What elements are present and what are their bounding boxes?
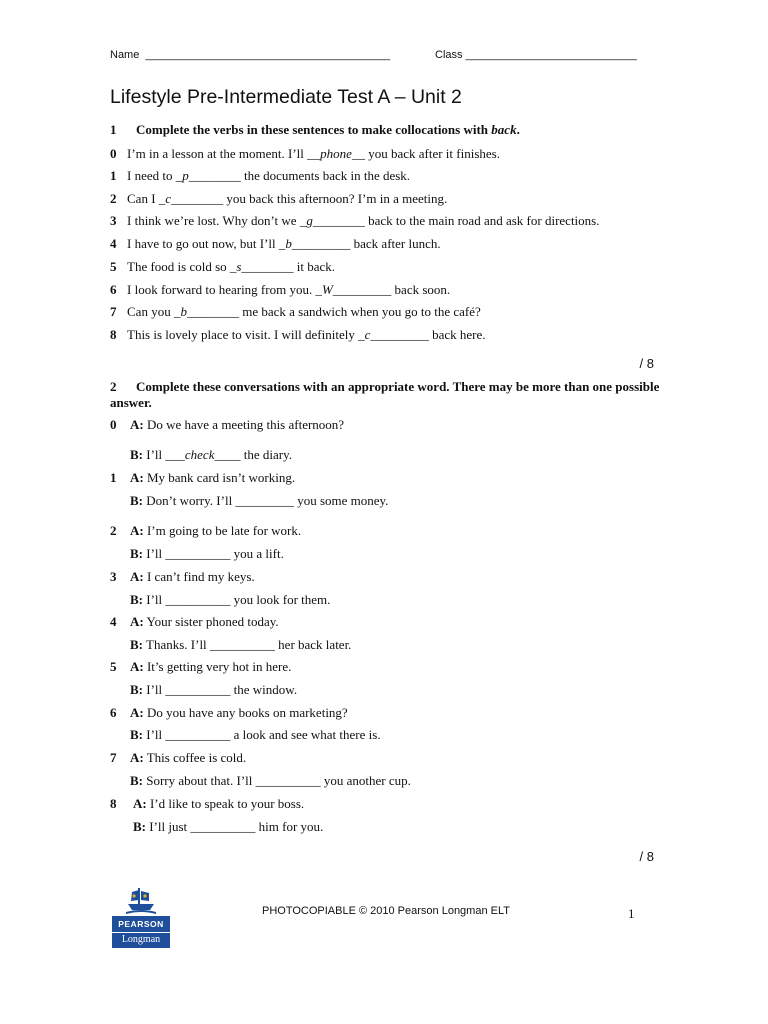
item-number: 3 <box>110 569 117 584</box>
blank-lead: __________ <box>190 819 256 834</box>
line-a-text: It’s getting very hot in here. <box>146 659 292 674</box>
exercise2-line-b <box>110 682 297 698</box>
speaker-b: B: <box>130 493 143 508</box>
line-a-text: Do we have a meeting this afternoon? <box>146 417 345 432</box>
answer-blank[interactable] <box>174 304 239 319</box>
blank-tail: _________ <box>291 236 351 251</box>
line-b-text-before: I’ll <box>146 592 166 607</box>
section2-number: 2 <box>110 379 117 394</box>
answer-blank[interactable] <box>358 327 429 342</box>
speaker-b: B: <box>130 447 143 462</box>
blank-lead: __________ <box>165 592 231 607</box>
exercise2-line-b <box>110 546 284 562</box>
answer-blank[interactable] <box>165 682 230 697</box>
line-b-text-after: her back later. <box>274 637 352 652</box>
speaker-b: B: <box>130 592 143 607</box>
footer-copyright: PHOTOCOPIABLE © 2010 Pearson Longman ELT <box>262 905 510 917</box>
class-label: Class <box>435 49 463 61</box>
blank-lead: _ <box>358 327 365 342</box>
exercise2-line-a <box>110 569 255 585</box>
item-text-after: it back. <box>293 259 335 274</box>
line-b-text-after: a look and see what there is. <box>230 727 381 742</box>
section2-score: / 8 <box>639 849 654 864</box>
line-a-text: My bank card isn’t working. <box>146 470 296 485</box>
exercise1-item <box>110 168 410 184</box>
item-number: 4 <box>110 236 117 251</box>
exercise2-line-a <box>110 796 304 812</box>
item-number: 6 <box>110 282 117 297</box>
line-a-text: This coffee is cold. <box>146 750 247 765</box>
line-b-text-after: you a lift. <box>230 546 284 561</box>
item-text-before: I look forward to hearing from you. <box>127 282 316 297</box>
answer-blank[interactable] <box>307 146 365 161</box>
item-text-before: This is lovely place to visit. I will definitely <box>127 327 359 342</box>
line-b-text-after: the diary. <box>240 447 292 462</box>
blank-tail: ________ <box>171 191 224 206</box>
speaker-b: B: <box>130 637 143 652</box>
exercise1-item <box>110 213 599 229</box>
exercise2-line-b <box>110 447 292 463</box>
speaker-a: A: <box>130 705 144 720</box>
logo-text-longman: Longman <box>121 934 161 945</box>
page-number: 1 <box>628 906 635 921</box>
line-a-text: Your sister phoned today. <box>146 614 279 629</box>
line-b-text-before: Don’t worry. I’ll <box>146 493 236 508</box>
item-text-after: me back a sandwich when you go to the café? <box>238 304 481 319</box>
given-letter: b <box>285 236 292 251</box>
item-number: 4 <box>110 614 117 629</box>
item-number: 3 <box>110 213 117 228</box>
answer-blank[interactable] <box>165 727 230 742</box>
blank-lead: _ <box>175 168 183 183</box>
given-letter: c <box>364 327 371 342</box>
answer-blank[interactable] <box>190 819 255 834</box>
given-letter: s <box>236 259 242 274</box>
blank-lead: __________ <box>255 773 321 788</box>
item-number: 5 <box>110 659 117 674</box>
exercise2-line-b <box>110 592 330 608</box>
blank-lead: __________ <box>209 637 275 652</box>
item-text-after: you back this afternoon? I’m in a meeting. <box>223 191 448 206</box>
exercise2-line-a <box>110 417 344 433</box>
speaker-a: A: <box>133 796 147 811</box>
class-field <box>435 49 637 61</box>
line-b-text-before: Thanks. I’ll <box>146 637 210 652</box>
name-blank: ________________________________________ <box>145 49 391 61</box>
item-text-before: I think we’re lost. Why don’t we <box>127 213 300 228</box>
blank-tail: ____ <box>214 447 241 462</box>
blank-lead: __________ <box>165 727 231 742</box>
line-b-text-before: I’ll <box>146 682 166 697</box>
answer-blank[interactable] <box>159 191 223 206</box>
blank-lead: _ <box>315 282 322 297</box>
speaker-a: A: <box>130 750 144 765</box>
exercise2-line-b <box>110 493 388 509</box>
line-b-text-before: I’ll <box>146 447 166 462</box>
line-b-text-after: you look for them. <box>230 592 331 607</box>
exercise1-item <box>110 327 486 343</box>
name-label: Name <box>110 49 140 61</box>
name-field <box>110 49 390 61</box>
line-a-text: I’d like to speak to your boss. <box>149 796 305 811</box>
line-b-text-before: Sorry about that. I’ll <box>146 773 256 788</box>
blank-lead: _ <box>173 304 181 319</box>
item-text-before: I need to <box>127 168 176 183</box>
line-a-text: Do you have any books on marketing? <box>146 705 348 720</box>
exercise2-line-a <box>110 523 301 539</box>
exercise1-item <box>110 282 450 298</box>
item-number: 6 <box>110 705 117 720</box>
item-text-before: I have to go out now, but I’ll <box>127 236 279 251</box>
section1-instruction-emphasis: back <box>491 122 517 137</box>
item-number: 7 <box>110 304 117 319</box>
exercise1-item <box>110 146 500 162</box>
section2-instruction <box>110 379 670 411</box>
blank-lead: _ <box>278 236 286 251</box>
page-title: Lifestyle Pre-Intermediate Test A – Unit 2 <box>110 86 462 108</box>
answer-blank[interactable] <box>315 282 391 297</box>
exercise2-line-b <box>110 727 381 743</box>
speaker-a: A: <box>130 659 144 674</box>
given-letter: c <box>165 191 172 206</box>
blank-tail: ________ <box>312 213 365 228</box>
item-text-before: Can I <box>127 191 159 206</box>
exercise1-item <box>110 236 441 252</box>
exercise1-item <box>110 259 335 275</box>
item-text-before: Can you <box>127 304 174 319</box>
answer-blank[interactable] <box>210 637 275 652</box>
speaker-a: A: <box>130 523 144 538</box>
exercise2-line-a <box>110 470 295 486</box>
answer-blank[interactable] <box>279 236 351 251</box>
section1-number: 1 <box>110 122 117 137</box>
given-letter: g <box>306 213 313 228</box>
line-b-text-before: I’ll <box>146 727 166 742</box>
line-a-text: I’m going to be late for work. <box>146 523 302 538</box>
item-text-after: back soon. <box>391 282 451 297</box>
item-number: 8 <box>110 327 117 342</box>
blank-lead: ___ <box>165 447 185 462</box>
blank-lead: __ <box>307 146 321 161</box>
blank-tail: ________ <box>186 304 239 319</box>
item-number: 2 <box>110 523 117 538</box>
item-number: 8 <box>110 796 117 811</box>
answer-blank[interactable] <box>165 592 230 607</box>
exercise2-line-a <box>110 659 291 675</box>
item-text-after: the documents back in the desk. <box>240 168 411 183</box>
given-letter: b <box>180 304 187 319</box>
speaker-b: B: <box>133 819 146 834</box>
exercise2-line-b <box>110 819 323 835</box>
answer-blank[interactable] <box>300 213 365 228</box>
blank-lead: _ <box>158 191 166 206</box>
given-letter: phone <box>320 146 352 161</box>
answer-blank[interactable] <box>165 447 240 462</box>
item-text-after: back here. <box>428 327 486 342</box>
exercise1-item <box>110 191 447 207</box>
blank-lead: __________ <box>165 546 231 561</box>
item-text-before: I’m in a lesson at the moment. I’ll <box>127 146 308 161</box>
line-b-text-after: you another cup. <box>320 773 411 788</box>
item-number: 0 <box>110 417 117 432</box>
exercise2-line-a <box>110 750 246 766</box>
exercise2-line-a <box>110 614 279 630</box>
blank-lead: _ <box>229 259 237 274</box>
class-blank: ____________________________ <box>465 49 637 61</box>
speaker-b: B: <box>130 682 143 697</box>
blank-tail: _________ <box>370 327 429 342</box>
blank-tail: __ <box>351 146 365 161</box>
exercise2-line-a <box>110 705 348 721</box>
given-letter: W <box>321 282 333 297</box>
blank-lead: _ <box>299 213 307 228</box>
item-number: 1 <box>110 168 117 183</box>
line-a-text: I can’t find my keys. <box>146 569 255 584</box>
answer-blank[interactable] <box>256 773 321 788</box>
item-number: 1 <box>110 470 117 485</box>
answer-blank[interactable] <box>230 259 294 274</box>
item-text-after: back after lunch. <box>350 236 441 251</box>
blank-tail: ________ <box>241 259 294 274</box>
section1-instruction-end: . <box>516 122 520 137</box>
section1-instruction <box>110 122 670 138</box>
speaker-b: B: <box>130 727 143 742</box>
answer-blank[interactable] <box>176 168 241 183</box>
example-answer: check <box>184 447 215 462</box>
line-b-text-after: the window. <box>230 682 298 697</box>
speaker-a: A: <box>130 470 144 485</box>
given-letter: p <box>182 168 189 183</box>
item-text-before: The food is cold so <box>127 259 230 274</box>
speaker-b: B: <box>130 546 143 561</box>
item-number: 5 <box>110 259 117 274</box>
pearson-longman-logo <box>112 886 170 948</box>
section1-score: / 8 <box>639 356 654 371</box>
blank-tail: _________ <box>332 282 392 297</box>
logo-text-pearson: PEARSON <box>118 919 164 929</box>
section2-instruction-text: Complete these conversations with an appropriate word. There may be more than one possible answer. <box>110 379 660 410</box>
speaker-a: A: <box>130 569 144 584</box>
blank-lead: __________ <box>165 682 231 697</box>
item-text-after: you back after it finishes. <box>364 146 500 161</box>
line-b-text-before: I’ll <box>146 546 166 561</box>
item-number: 2 <box>110 191 117 206</box>
speaker-a: A: <box>130 614 144 629</box>
exercise2-line-b <box>110 637 351 653</box>
exercise2-line-b <box>110 773 411 789</box>
exercise1-item <box>110 304 481 320</box>
item-number: 0 <box>110 146 117 161</box>
blank-lead: _________ <box>235 493 294 508</box>
answer-blank[interactable] <box>165 546 230 561</box>
item-text-after: back to the main road and ask for directions. <box>364 213 600 228</box>
answer-blank[interactable] <box>235 493 294 508</box>
speaker-b: B: <box>130 773 143 788</box>
line-b-text-after: him for you. <box>255 819 324 834</box>
section1-instruction-text: Complete the verbs in these sentences to make collocations with <box>136 122 492 137</box>
line-b-text-after: you some money. <box>293 493 389 508</box>
speaker-a: A: <box>130 417 144 432</box>
blank-tail: ________ <box>188 168 241 183</box>
line-b-text-before: I’ll just <box>149 819 191 834</box>
item-number: 7 <box>110 750 117 765</box>
